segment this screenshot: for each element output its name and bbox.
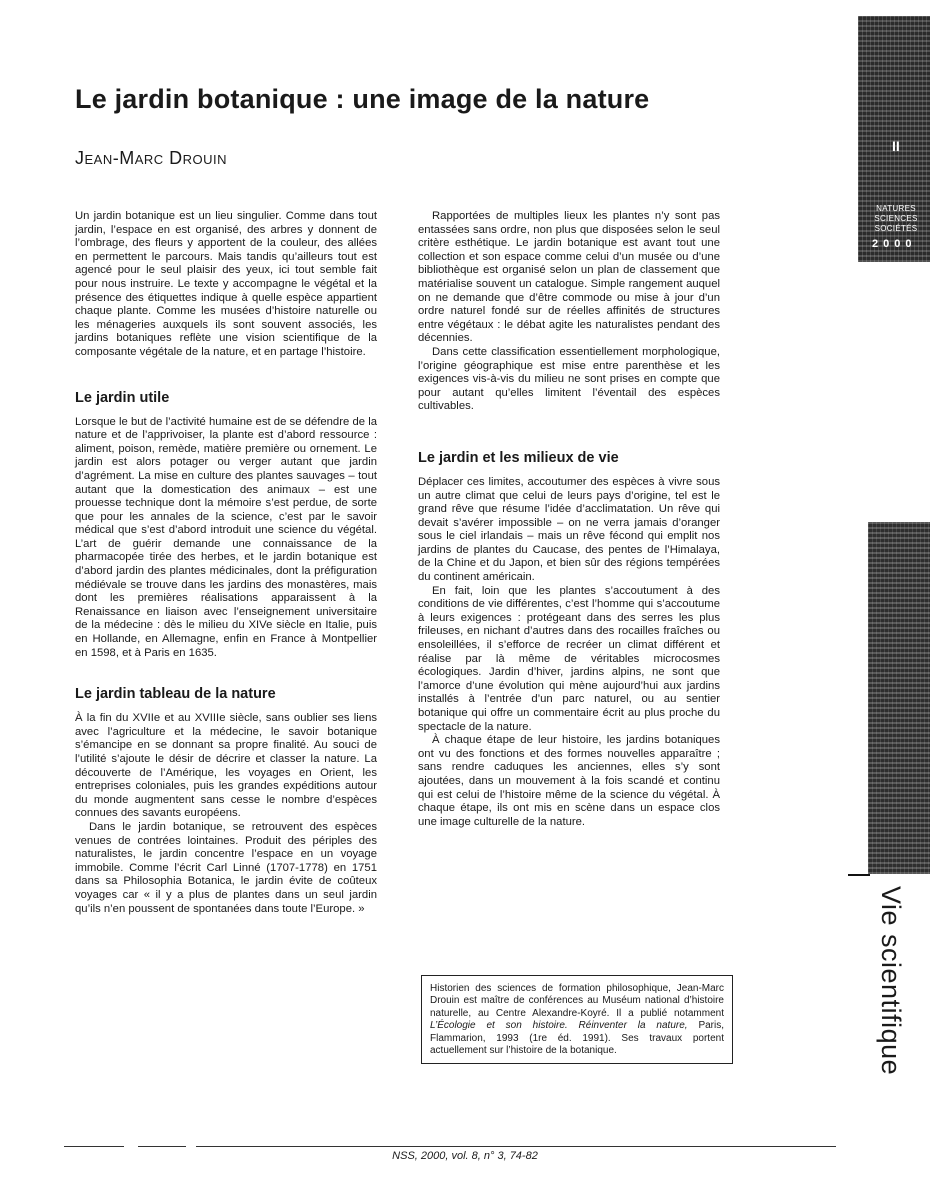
article-title: Le jardin botanique : une image de la nature	[75, 84, 650, 114]
journal-name-line: NATURES	[876, 204, 916, 213]
section2-paragraph-2: Dans le jardin botanique, se retrouvent des espèces venues de contrées lointaines. Produit des périples des naturalistes, le jardin concentre l’espace en un voyage immobile. Comme l’écrit Carl Linné (1707-1778) en 1751 dans sa Philosophia Botanica, le jardin évite de coûteux voyages car « il y a plus de plantes dans un seul jardin qu’ils n’en poussent de spontanées dans toute l’Europe. »	[75, 820, 377, 915]
footer-rule	[138, 1146, 186, 1147]
journal-name-line: SCIENCES	[874, 214, 918, 223]
right-paragraph-2: Dans cette classification essentiellement morphologique, l’origine géographique est mise entre parenthèse et les exigences vis-à-vis du milieu ne sont prises en compte que pour autant qu’elles limitent l’éventail des espèces cultivables.	[418, 345, 720, 413]
left-column	[75, 210, 377, 916]
journal-citation: NSS, 2000, vol. 8, n° 3, 74-82	[392, 1150, 538, 1162]
section-heading-milieux-de-vie: Le jardin et les milieux de vie	[418, 449, 619, 466]
section3-paragraph-2: En fait, loin que les plantes s’accoutument à des conditions de vie différentes, c’est l’homme qui s’accoutume à leurs exigences : protégeant dans des serres les plus frileuses, en nichant d’autres dans des rocailles fraîches ou ensoleillées, il s’efforce de recréer un climat différent et réalise par là même de véritables microcosmes écologiques. Jardin d’hiver, jardins alpins, ne sont que l’amorce d’une évolution qui mène aujourd’hui aux jardins installés à l’entrée d’un parc naturel, ou au sentier botanique qui offre un commentaire écrit au plus proche du spectacle de la nature.	[418, 584, 720, 733]
right-paragraph-1: Rapportées de multiples lieux les plantes n’y sont pas entassées sans ordre, non plus que disposées selon le seul critère esthétique. Le jardin botanique est avant tout une collection et son espace comme celui d’un musée ou d’une bibliothèque est organisé selon un plan de classement que matérialise souvent un catalogue. Simple rangement auquel on ne demande que d’être commode ou mise à jour d’un ordre naturel fondé sur de réelles affinités de structures entre végétaux : le débat agite les naturalistes pendant des décennies.	[418, 210, 720, 345]
section-name-vertical: Vie scientifique	[876, 886, 906, 1076]
author-bio-box	[421, 975, 733, 1064]
footer-rule	[196, 1146, 836, 1147]
section1-paragraph: Lorsque le but de l’activité humaine est de se défendre de la nature et de l’apprivoiser, la plante est d’abord ressource : aliment, poison, remède, matière première ou ornement. Le jardin est alors potager ou verger autant que jardin d’agrément. La mise en culture des plantes sauvages – tout autant que la domestication des animaux – est une prouesse technique dont la mémoire s’est perdue, de sorte que pour les annales de la science, c’est par le savoir médical que s’est d’abord introduit une science du végétal. L’art de guérir demande une connaissance de la pharmacopée tirée des herbes, et le jardin botanique est d’abord jardin des plantes médicinales, dont la préfiguration médiévale se trouve dans les jardins des monastères, mais dont les premières réalisations apparaissent à la Renaissance en liaison avec l’enseignement universitaire de la médecine : dès le milieu du XIVe siècle en Italie, puis en Hollande, en Allemagne, enfin en France à Montpellier en 1598, et à Paris en 1635.	[75, 415, 377, 659]
section3-paragraph-1: Déplacer ces limites, accoutumer des espèces à vivre sous un autre climat que celui de leurs pays d’origine, tel est le grand rêve que résume l’idée d’acclimatation. Un rêve qui devait s’avérer impossible – on ne verra jamais d’oranger sous le ciel irlandais – mais un rêve fécond qui emplit nos jardins de plantes du Caucase, des pentes de l’Himalaya, de la Chine et du Japon, et bien sûr des régions tempérées du continent américain.	[418, 475, 720, 584]
intro-paragraph: Un jardin botanique est un lieu singulier. Comme dans tout jardin, l’espace en est organisé, des arbres y donnent de l’ombrage, des fleurs y apportent de la couleur, des allées en permettent le parcours. Mais tandis qu’ailleurs tout est agencé pour le seul plaisir des yeux, ici tout semble fait pour nous instruire. Le texte y accompagne le végétal et la présence des étiquettes indique à quelle espèce appartient chaque plante. Comme les musées d’histoire naturelle ou les ménageries auxquels ils sont souvent associés, les jardins botaniques reflète une vision scientifique de la composante végétale de la nature, et en partage l’histoire.	[75, 210, 377, 358]
journal-name	[866, 204, 926, 234]
article-author: Jean-Marc Drouin	[75, 148, 228, 168]
journal-name-line: SOCIÉTÉS	[874, 224, 918, 233]
right-column	[418, 210, 720, 829]
section2-paragraph-1: À la fin du XVIIe et au XVIIIe siècle, sans oublier ses liens avec l’agriculture et la médecine, le savoir botanique s’émancipe en se donnant sa propre finalité. Au souci de l’utilité s’ajoute le désir de décrire et classer la nature. La découverte de l’Amérique, les voyages en Orient, les entreprises coloniales, puis les grandes expéditions autour du monde augmentent sans cesse le nombre d’espèces connues des savants européens.	[75, 712, 377, 820]
section-heading-jardin-tableau: Le jardin tableau de la nature	[75, 686, 276, 703]
footer-rule	[64, 1146, 124, 1147]
bio-text-start: Historien des sciences de formation philosophique, Jean-Marc Drouin est maître de conférences au Muséum national d’histoire naturelle, au Centre Alexandre-Koyré. Il a publié notamment	[430, 983, 724, 1019]
section-mark: II	[892, 138, 900, 154]
journal-year: 2000	[872, 238, 917, 250]
section-heading-jardin-utile: Le jardin utile	[75, 389, 170, 406]
bio-text-end: Paris, Flammarion, 1993 (1re éd. 1991). Ses travaux portent actuellement sur l’histoire de la botanique.	[430, 1020, 725, 1057]
bio-book-titles: L’Écologie et son histoire. Réinventer la nature,	[430, 1020, 688, 1032]
section-side-tab	[868, 522, 930, 874]
section3-paragraph-3: À chaque étape de leur histoire, les jardins botaniques ont vu des fonctions et des formes nouvelles apparaître ; sans rendre caduques les anciennes, elles s’y sont ajoutées, dans un mouvement à la fois scandé et continu qui est celui de l’histoire même de la science du végétal. À chaque étape, ils ont mis en scène dans un espace clos une image culturelle de la nature.	[418, 734, 720, 828]
section-tab-rule	[848, 874, 870, 876]
journal-side-tab	[858, 16, 930, 262]
